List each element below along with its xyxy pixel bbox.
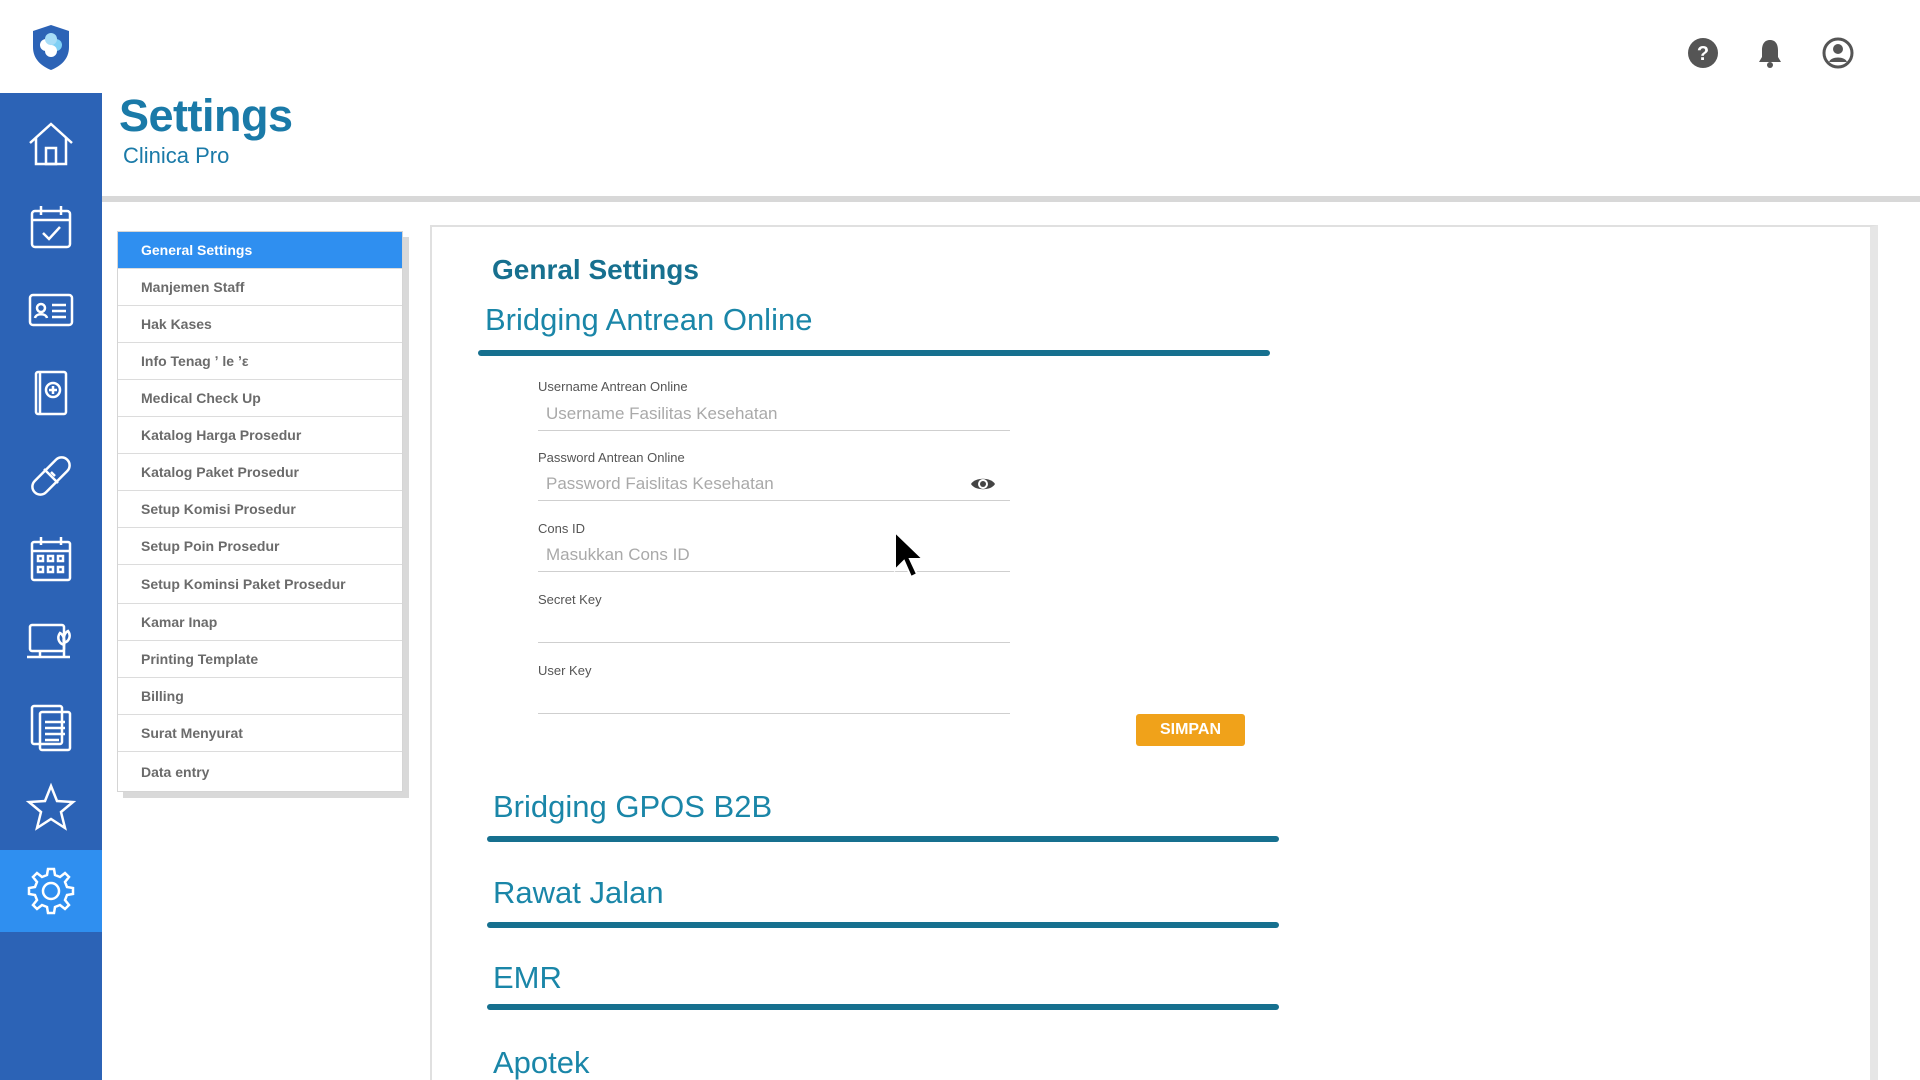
- menu-item-kamar-inap[interactable]: Kamar Inap: [118, 604, 402, 641]
- page-subtitle: Clinica Pro: [123, 143, 230, 168]
- calendar-check-icon: [24, 200, 78, 254]
- section-apotek[interactable]: Apotek: [493, 1045, 590, 1080]
- menu-item-info-tenaga-kesehatan[interactable]: Info Tenag ʼ le ʼε: [118, 343, 402, 380]
- user-key-label: User Key: [538, 663, 592, 678]
- menu-item-printing-template[interactable]: Printing Template: [118, 641, 402, 678]
- svg-text:?: ?: [1696, 43, 1710, 65]
- cons-id-input[interactable]: [538, 538, 1010, 572]
- secret-key-input[interactable]: [538, 609, 1010, 643]
- gear-icon: [24, 864, 78, 918]
- password-label: Password Antrean Online: [538, 450, 685, 465]
- app-logo[interactable]: [0, 0, 102, 93]
- menu-item-billing[interactable]: Billing: [118, 678, 402, 715]
- menu-item-hak-kases[interactable]: Hak Kases: [118, 306, 402, 343]
- section-rule: [487, 1004, 1279, 1010]
- rail-item-settings[interactable]: [0, 850, 102, 932]
- rail-item-schedule[interactable]: [0, 518, 102, 600]
- mouse-cursor-icon: [893, 530, 927, 580]
- section-bridging-antrean-online[interactable]: Bridging Antrean Online: [485, 302, 813, 337]
- rail-item-patients[interactable]: [0, 269, 102, 351]
- monitor-plant-icon: [24, 615, 78, 669]
- page-title: Settings: [119, 90, 293, 141]
- user-key-input[interactable]: [538, 680, 1010, 714]
- menu-item-setup-kominsi-paket-prosedur[interactable]: Setup Kominsi Paket Prosedur: [118, 565, 402, 604]
- menu-item-katalog-harga-prosedur[interactable]: Katalog Harga Prosedur: [118, 417, 402, 454]
- username-input[interactable]: [538, 397, 1010, 431]
- menu-item-data-entry[interactable]: Data entry: [141, 763, 210, 780]
- rail-item-treatment[interactable]: [0, 435, 102, 517]
- eye-icon[interactable]: [970, 474, 996, 494]
- menu-item-manjemen-staff[interactable]: Manjemen Staff: [118, 269, 402, 306]
- help-button[interactable]: [1686, 36, 1720, 70]
- rail-item-favorites[interactable]: [0, 767, 102, 849]
- user-account-button[interactable]: [1821, 36, 1855, 70]
- rail-item-medical-records[interactable]: [0, 352, 102, 434]
- section-rule: [487, 922, 1279, 928]
- simpan-button[interactable]: SIMPAN: [1136, 714, 1245, 746]
- schedule-grid-icon: [24, 532, 78, 586]
- section-bridging-gpos-b2b[interactable]: Bridging GPOS B2B: [493, 789, 773, 824]
- notifications-button[interactable]: [1753, 36, 1787, 70]
- menu-item-setup-poin-prosedur[interactable]: Setup Poin Prosedur: [118, 528, 402, 565]
- section-rule: [487, 836, 1279, 842]
- password-input[interactable]: [538, 467, 1010, 501]
- username-label: Username Antrean Online: [538, 379, 688, 394]
- user-account-icon: [1822, 37, 1854, 69]
- menu-item-surat-menyurat[interactable]: Surat Menyurat: [118, 715, 402, 752]
- rail-item-telemedicine[interactable]: [0, 601, 102, 683]
- shield-logo-icon: [31, 23, 71, 71]
- side-rail: [0, 93, 102, 1080]
- menu-item-general-settings[interactable]: General Settings: [118, 232, 402, 269]
- star-icon: [24, 781, 78, 835]
- help-icon: [1687, 37, 1719, 69]
- clipboard-icon: [24, 698, 78, 752]
- menu-item-setup-komisi-prosedur[interactable]: Setup Komisi Prosedur: [118, 491, 402, 528]
- panel-title: Genral Settings: [492, 254, 699, 285]
- bandage-icon: [24, 449, 78, 503]
- menu-item-katalog-paket-prosedur[interactable]: Katalog Paket Prosedur: [118, 454, 402, 491]
- secret-key-label: Secret Key: [538, 592, 602, 607]
- header-divider: [102, 196, 1920, 202]
- bell-icon: [1754, 37, 1786, 69]
- cons-id-label: Cons ID: [538, 521, 585, 536]
- section-emr[interactable]: EMR: [493, 960, 562, 995]
- home-icon: [24, 117, 78, 171]
- rail-item-appointments[interactable]: [0, 186, 102, 268]
- section-rule: [478, 350, 1270, 356]
- id-card-icon: [24, 283, 78, 337]
- settings-menu: [117, 231, 403, 792]
- rail-item-reports[interactable]: [0, 684, 102, 766]
- menu-item-medical-check-up[interactable]: Medical Check Up: [118, 380, 402, 417]
- medical-book-icon: [24, 366, 78, 420]
- rail-item-home[interactable]: [0, 103, 102, 185]
- section-rawat-jalan[interactable]: Rawat Jalan: [493, 875, 664, 910]
